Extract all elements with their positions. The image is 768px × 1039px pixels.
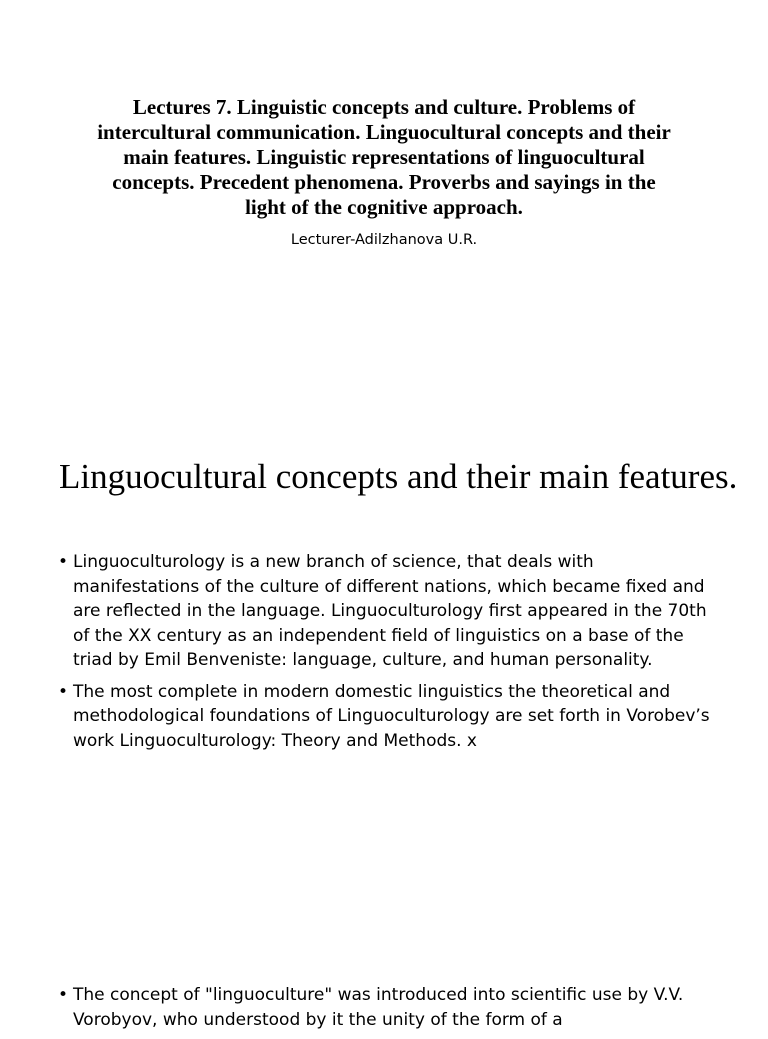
content-slide-partial — [0, 975, 768, 1035]
slide-heading: Linguocultural concepts and their main features. — [59, 457, 738, 496]
bullet-text: The most complete in modern domestic linguistics the theoretical and methodological foundations of Linguoculturology are set forth in Vorobev’s work Linguoculturology: Theory and Methods. x — [73, 681, 710, 751]
bullet-icon: • — [58, 985, 69, 1005]
bullet-item — [58, 550, 718, 673]
bullet-icon: • — [58, 681, 69, 702]
bullet-icon: • — [58, 552, 69, 572]
bullet-item — [58, 983, 718, 1032]
title-slide — [0, 0, 768, 420]
bullet-item — [58, 680, 718, 754]
bullet-text: Linguoculturology is a new branch of science, that deals with manifestations of the culture of different nations, which became fixed and are reflected in the language. Linguoculturology first appeared in the 70th of the XX century as an independent field of linguistics on a base of the triad by Emil Benveniste: language, culture, and human personality. — [73, 552, 707, 670]
lecturer-name: Lecturer-Adilzhanova U.R. — [290, 232, 478, 248]
bullet-text: The concept of "linguoculture" was introduced into scientific use by V.V. Vorobyov, who understood by it the unity of the form of a — [73, 985, 684, 1030]
bullet-list — [58, 550, 718, 760]
content-slide — [0, 420, 768, 980]
bullet-list — [58, 983, 718, 1039]
lecture-title: Lectures 7. Linguistic concepts and culture. Problems of intercultural communication. Linguocultural concepts and their main features. Linguistic representations of linguocultural concepts. Precedent phenomena. Proverbs and sayings in the light of the cognitive approach. — [97, 95, 671, 219]
